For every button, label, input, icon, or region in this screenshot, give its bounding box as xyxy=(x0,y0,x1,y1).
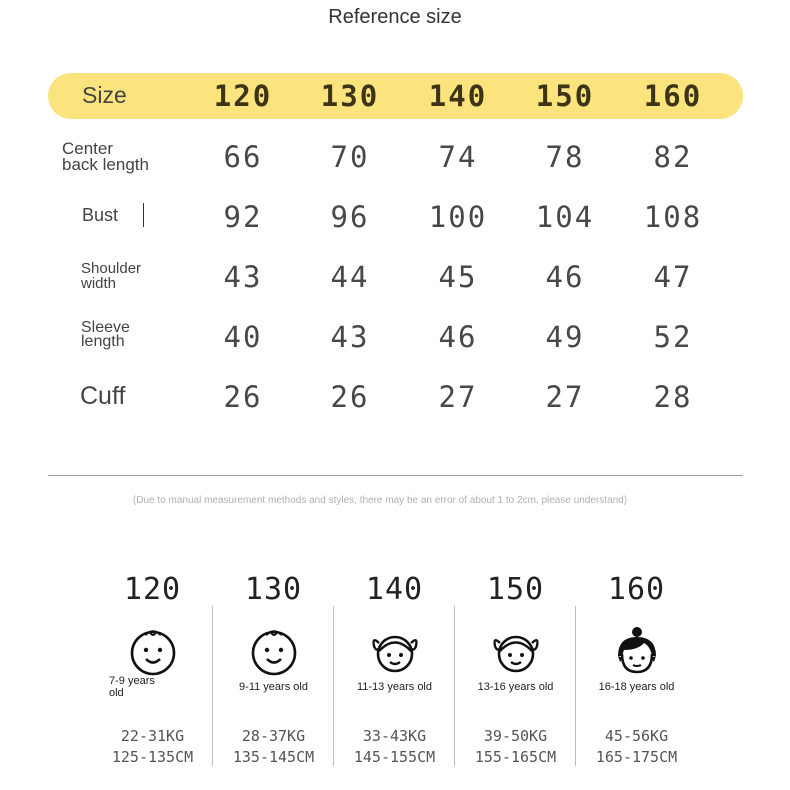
column-separator xyxy=(333,606,334,766)
guide-age-line: 7-9 years xyxy=(109,675,155,687)
table-cell: 108 xyxy=(643,200,703,234)
girl-pigtails-face-icon xyxy=(370,626,420,676)
table-cell: 70 xyxy=(330,140,370,174)
row-label-bust xyxy=(82,205,119,225)
size-header-150: 150 xyxy=(535,79,595,113)
guide-height: 125-135CM xyxy=(111,748,194,766)
column-separator xyxy=(212,606,213,766)
table-cell: 43 xyxy=(330,320,370,354)
guide-age-line: 9-11 years old xyxy=(239,681,308,693)
table-cell: 26 xyxy=(330,380,370,414)
size-guide-130 xyxy=(213,570,334,770)
page-title: Reference size xyxy=(328,6,462,28)
guide-age-line: 11-13 years old xyxy=(356,681,432,693)
guide-height: 165-175CM xyxy=(595,748,678,766)
guide-age xyxy=(109,675,165,699)
size-header-130: 130 xyxy=(320,79,380,113)
table-cell: 82 xyxy=(653,140,693,174)
guide-age-line: 13-16 years old xyxy=(477,681,554,693)
guide-weight: 45-56KG xyxy=(604,727,669,745)
row-label-line: Sleeve xyxy=(81,319,130,336)
table-cell: 28 xyxy=(653,380,693,414)
table-cell: 43 xyxy=(223,260,263,294)
table-cell: 40 xyxy=(223,320,263,354)
size-guide-140 xyxy=(334,570,455,770)
row-label-line: Center xyxy=(62,139,114,158)
size-header-160: 160 xyxy=(643,79,703,113)
table-cell: 44 xyxy=(330,260,370,294)
guide-size: 120 xyxy=(123,572,182,607)
guide-size: 140 xyxy=(365,572,424,607)
size-header-140: 140 xyxy=(428,79,488,113)
size-header-label: Size xyxy=(82,82,127,108)
table-cell: 46 xyxy=(438,320,478,354)
table-cell: 52 xyxy=(653,320,693,354)
table-cell: 92 xyxy=(223,200,263,234)
table-cell: 104 xyxy=(535,200,595,234)
size-header-120: 120 xyxy=(213,79,273,113)
guide-weight: 33-43KG xyxy=(362,727,427,745)
size-guide-120 xyxy=(92,570,213,770)
guide-height: 135-145CM xyxy=(232,748,315,766)
table-cell: 96 xyxy=(330,200,370,234)
baby-face-icon xyxy=(128,626,178,676)
row-label-cuff xyxy=(80,382,125,410)
guide-age xyxy=(338,681,451,693)
row-label-sleeve-length xyxy=(81,321,130,349)
column-separator xyxy=(454,606,455,766)
guide-weight: 39-50KG xyxy=(483,727,548,745)
guide-age xyxy=(580,681,693,693)
table-cell: 46 xyxy=(545,260,585,294)
table-cell: 49 xyxy=(545,320,585,354)
table-cell: 26 xyxy=(223,380,263,414)
guide-weight: 22-31KG xyxy=(120,727,185,745)
row-label-line: Shoulder xyxy=(81,260,142,277)
guide-age-line: 16-18 years old xyxy=(598,681,675,693)
guide-age-line: old xyxy=(109,687,124,699)
row-label-shoulder-width xyxy=(81,261,141,291)
text-cursor-mark xyxy=(143,203,144,227)
row-label-line: Bust xyxy=(82,205,119,225)
table-cell: 100 xyxy=(428,200,488,234)
table-cell: 27 xyxy=(438,380,478,414)
guide-size: 160 xyxy=(607,572,666,607)
girl-bun-face-icon xyxy=(612,626,662,676)
row-label-line: length xyxy=(81,333,125,350)
table-cell: 27 xyxy=(545,380,585,414)
table-cell: 78 xyxy=(545,140,585,174)
guide-age xyxy=(459,681,572,693)
size-guide-150 xyxy=(455,570,576,770)
girl-pigtails-face-icon xyxy=(491,626,541,676)
table-cell: 45 xyxy=(438,260,478,294)
section-divider xyxy=(48,475,743,476)
guide-age xyxy=(217,681,330,693)
guide-size: 130 xyxy=(244,572,303,607)
guide-weight: 28-37KG xyxy=(241,727,306,745)
size-guide-160 xyxy=(576,570,697,770)
table-cell: 47 xyxy=(653,260,693,294)
baby-face-icon xyxy=(249,626,299,676)
table-cell: 66 xyxy=(223,140,263,174)
row-label-center-back-length xyxy=(62,141,149,173)
table-cell: 74 xyxy=(438,140,478,174)
column-separator xyxy=(575,606,576,766)
row-label-line: Cuff xyxy=(80,382,126,410)
row-label-line: width xyxy=(81,275,117,292)
guide-size: 150 xyxy=(486,572,545,607)
guide-height: 145-155CM xyxy=(353,748,436,766)
measurement-note: (Due to manual measurement methods and styles, there may be an error of about 1 to 2cm, please understand) xyxy=(132,495,628,506)
row-label-line: back length xyxy=(62,155,149,174)
guide-height: 155-165CM xyxy=(474,748,557,766)
